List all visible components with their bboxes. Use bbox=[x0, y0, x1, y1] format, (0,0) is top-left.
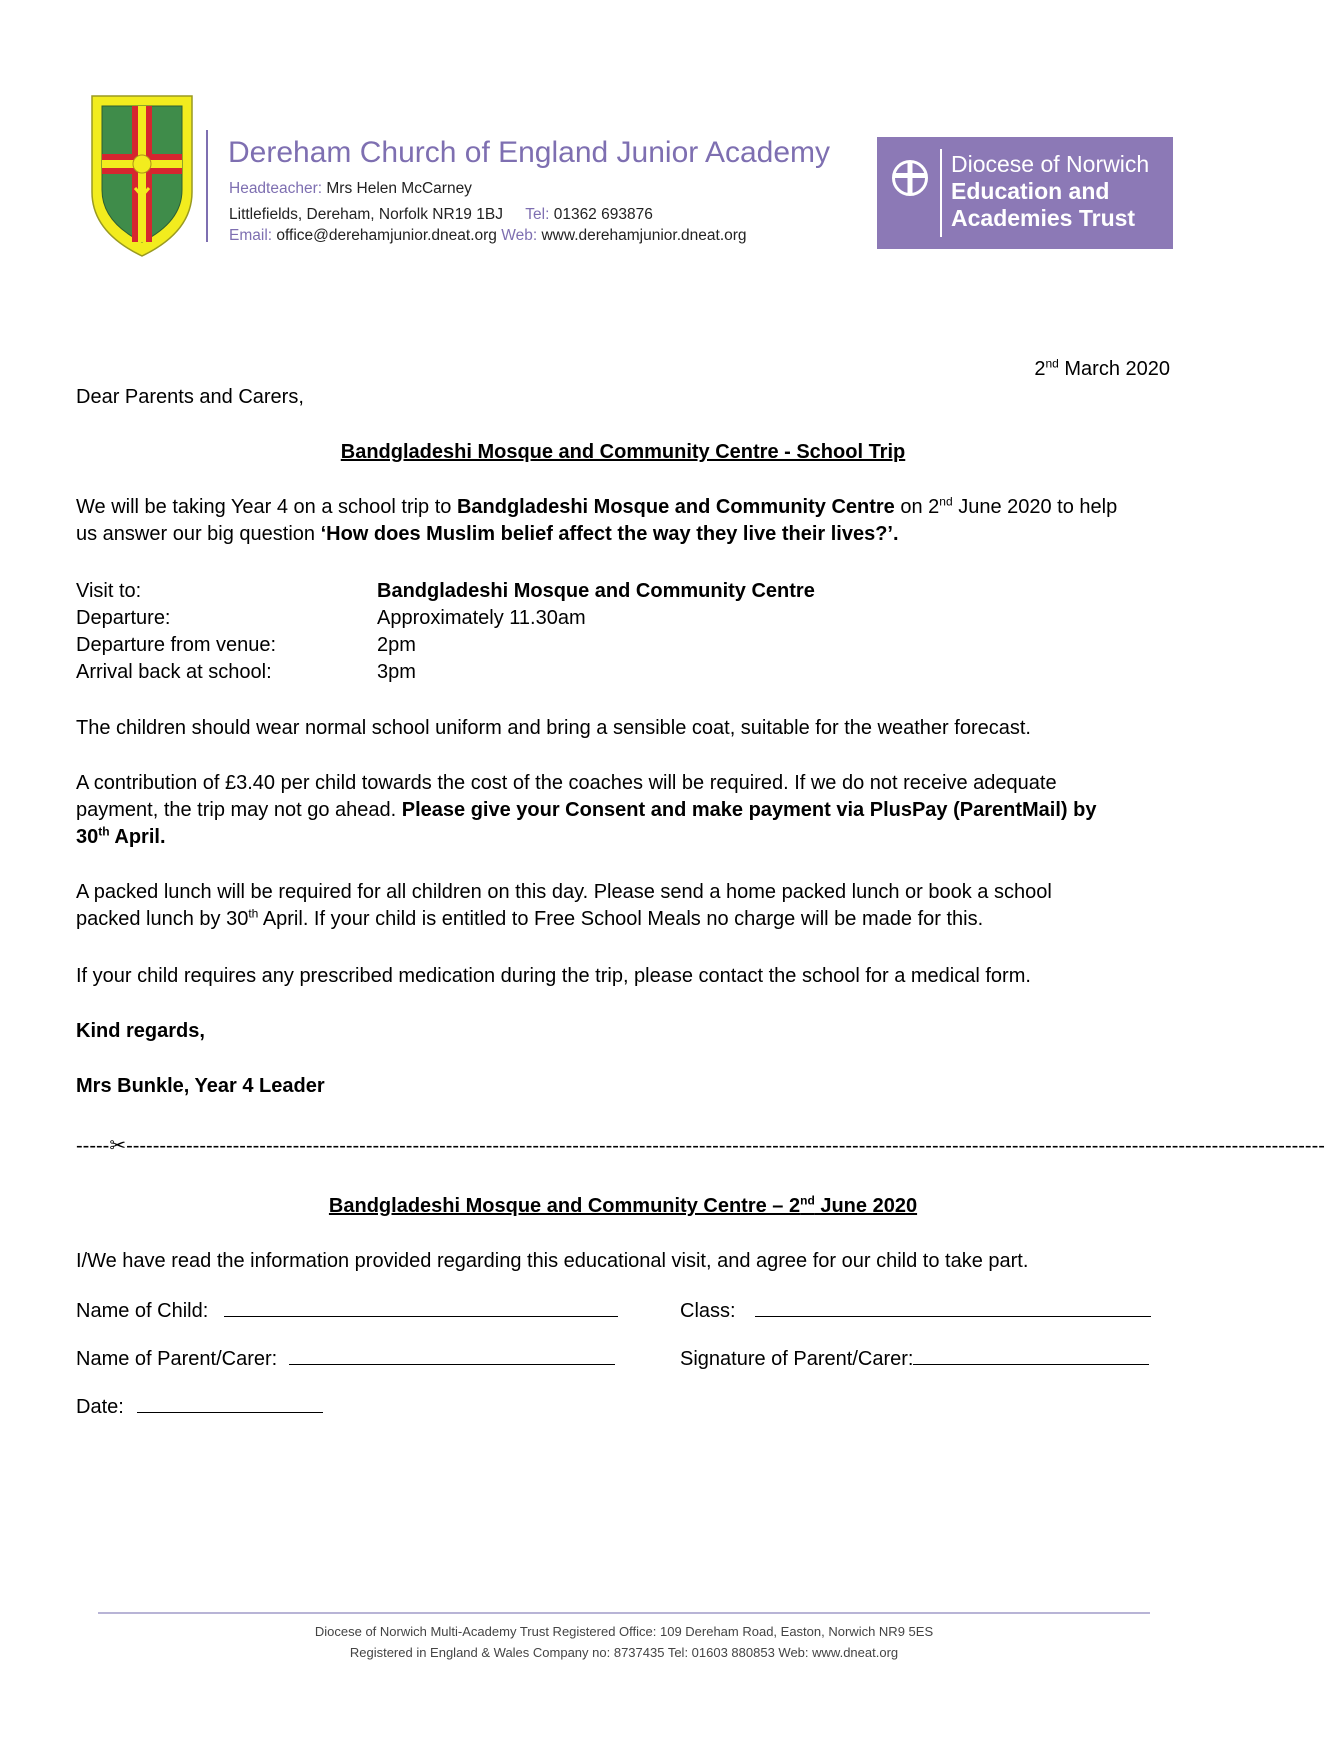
letterhead-divider bbox=[206, 130, 208, 242]
class-field[interactable] bbox=[680, 1296, 1151, 1325]
trust-logo-divider bbox=[940, 149, 942, 237]
signature-label: Signature of Parent/Carer: bbox=[680, 1348, 914, 1370]
salutation: Dear Parents and Carers, bbox=[76, 386, 304, 408]
cut-line: -----✂------------------------------------------------------------------------------------------------------------------------------------------------------------------------------------ bbox=[76, 1135, 1325, 1157]
signature-field[interactable] bbox=[680, 1344, 1149, 1373]
trust-line-1: Diocese of Norwich bbox=[951, 151, 1150, 177]
signoff: Mrs Bunkle, Year 4 Leader bbox=[76, 1075, 325, 1097]
payment-paragraph: A contribution of £3.40 per child towards the cost of the coaches will be required. If we do not receive adequate payment, the trip may not go ahead. Please give your Consent and make payment via PlusPay (ParentMail) by 30th April. bbox=[76, 772, 1097, 848]
intro-paragraph: We will be taking Year 4 on a school trip to Bandgladeshi Mosque and Community Centre on 2nd June 2020 to help us answer our big question ‘How does Muslim belief affect the way they live their lives?’. bbox=[76, 494, 1118, 545]
parent-name-line[interactable] bbox=[289, 1344, 615, 1365]
child-name-field[interactable] bbox=[76, 1296, 618, 1325]
letter-date: 2nd March 2020 bbox=[1034, 356, 1170, 380]
date-field[interactable] bbox=[76, 1392, 323, 1421]
school-website[interactable]: www.derehamjunior.dneat.org bbox=[541, 227, 747, 244]
school-name: Dereham Church of England Junior Academy bbox=[228, 136, 830, 169]
trust-logo bbox=[877, 137, 1173, 249]
contact-line bbox=[229, 227, 747, 245]
closing-regards: Kind regards, bbox=[76, 1020, 205, 1042]
school-tel: 01362 693876 bbox=[553, 206, 653, 223]
trust-line-3: Academies Trust bbox=[951, 205, 1136, 231]
date-label: Date: bbox=[76, 1396, 124, 1418]
detail-row-departure: Departure: Approximately 11.30am bbox=[76, 607, 586, 629]
footer-line-1: Diocese of Norwich Multi-Academy Trust Registered Office: 109 Dereham Road, Easton, Norwich NR9 5ES bbox=[314, 1624, 934, 1639]
uniform-paragraph: The children should wear normal school uniform and bring a sensible coat, suitable for the weather forecast. bbox=[76, 717, 1031, 739]
web-label: Web: bbox=[501, 227, 538, 244]
class-label: Class: bbox=[680, 1300, 736, 1322]
detail-row-arrival: Arrival back at school: 3pm bbox=[76, 661, 416, 683]
scissors-icon: ✂ bbox=[109, 1135, 127, 1157]
date-line[interactable] bbox=[137, 1392, 323, 1413]
headteacher-label: Headteacher: bbox=[229, 180, 323, 197]
detail-row-venue-departure: Departure from venue: 2pm bbox=[76, 634, 416, 656]
child-name-line[interactable] bbox=[224, 1296, 618, 1317]
slip-agreement: I/We have read the information provided regarding this educational visit, and agree for our child to take part. bbox=[76, 1250, 1029, 1272]
medication-paragraph: If your child requires any prescribed medication during the trip, please contact the school for a medical form. bbox=[76, 965, 1031, 987]
signature-line[interactable] bbox=[913, 1344, 1149, 1365]
headteacher-line bbox=[229, 180, 472, 198]
tel-label: Tel: bbox=[525, 206, 550, 223]
footer-line-2: Registered in England & Wales Company no: 8737435 Tel: 01603 880853 Web: www.dneat.org bbox=[349, 1645, 899, 1660]
school-address: Littlefields, Dereham, Norfolk NR19 1BJ bbox=[229, 206, 503, 223]
letter-title: Bandgladeshi Mosque and Community Centre - School Trip bbox=[340, 441, 906, 463]
address-line bbox=[229, 206, 653, 224]
school-crest-logo bbox=[86, 92, 198, 260]
trust-name bbox=[951, 151, 1149, 232]
lunch-paragraph: A packed lunch will be required for all children on this day. Please send a home packed lunch or book a school packed lunch by 30th April. If your child is entitled to Free School Meals no charge will be made for this. bbox=[76, 881, 1052, 930]
parent-name-label: Name of Parent/Carer: bbox=[76, 1348, 278, 1370]
school-email[interactable]: office@derehamjunior.dneat.org bbox=[276, 227, 497, 244]
headteacher-name: Mrs Helen McCarney bbox=[326, 180, 472, 197]
trust-line-2: Education and bbox=[951, 178, 1110, 204]
class-line[interactable] bbox=[755, 1296, 1151, 1317]
email-label: Email: bbox=[229, 227, 273, 244]
child-name-label: Name of Child: bbox=[76, 1300, 209, 1322]
detail-row-visit: Visit to: Bandgladeshi Mosque and Community Centre bbox=[76, 580, 815, 602]
diocese-cross-icon bbox=[891, 159, 929, 197]
footer-divider bbox=[98, 1612, 1150, 1614]
parent-name-field[interactable] bbox=[76, 1344, 615, 1373]
slip-title: Bandgladeshi Mosque and Community Centre – 2nd June 2020 bbox=[328, 1193, 918, 1217]
